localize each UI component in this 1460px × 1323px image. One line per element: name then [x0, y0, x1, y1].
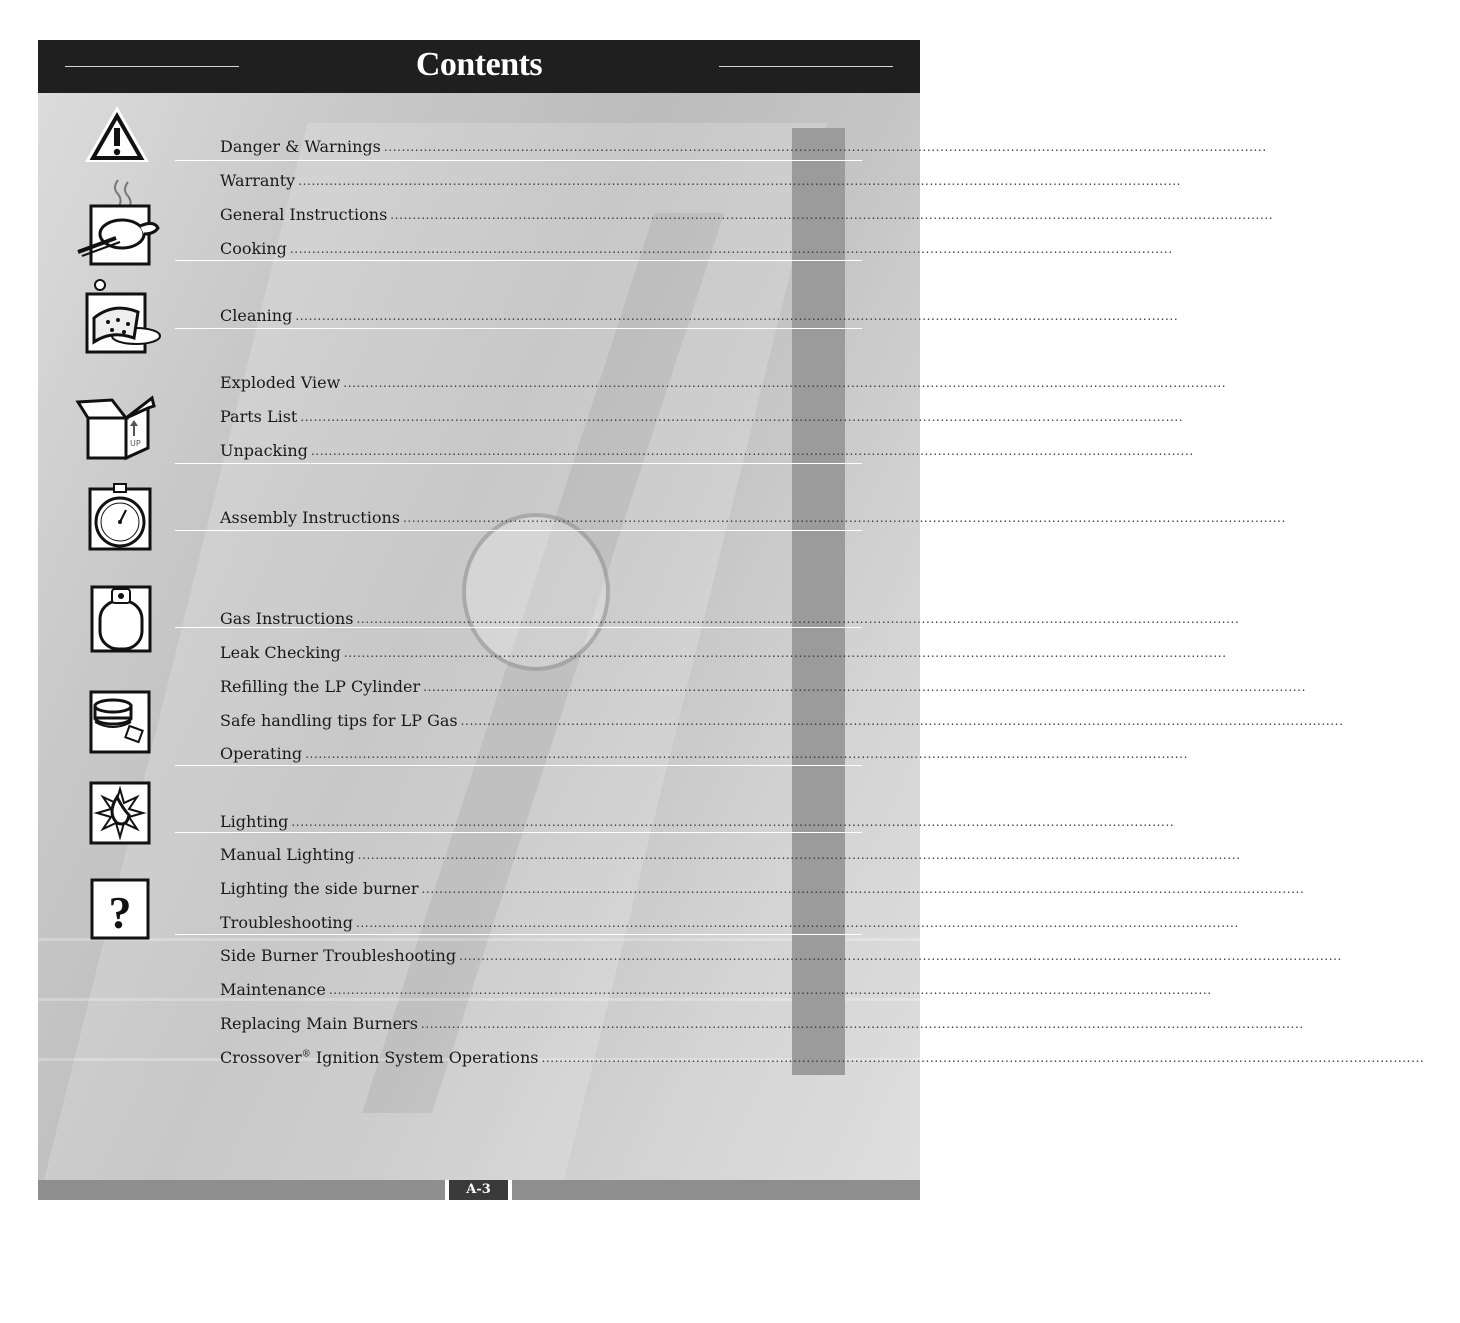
toc-entry[interactable]: General Instructions ........................................................................................................................................................................................................ A-5 — [220, 205, 1309, 224]
toc-entry[interactable]: Replacing Main Burners ........................................................................................................................................................................................................ E-2 — [220, 1014, 1340, 1033]
svg-text:UP: UP — [130, 439, 141, 448]
toc-entry[interactable]: Danger & Warnings ........................................................................................................................................................................................................ A-2 — [220, 137, 1303, 156]
toc-entry[interactable]: Crossover® Ignition System Operations ........................................................................................................................................................................................................ E-2 — [220, 1048, 1460, 1067]
toc-entry[interactable]: Side Burner Troubleshooting ........................................................................................................................................................................................................ D-5 — [220, 946, 1379, 965]
toc-entry[interactable]: Cleaning ........................................................................................................................................................................................................ A-6 — [220, 306, 1214, 325]
toc-entry[interactable]: Troubleshooting ........................................................................................................................................................................................................ D-4 — [220, 913, 1276, 932]
toc-entry[interactable]: Manual Lighting ........................................................................................................................................................................................................ D-2 — [220, 845, 1278, 864]
toc-entry[interactable]: Leak Checking ........................................................................................................................................................................................................ C-3 — [220, 643, 1263, 662]
toc-entry[interactable]: Maintenance ........................................................................................................................................................................................................ E-1 — [220, 980, 1248, 999]
registered-mark: ® — [301, 1049, 311, 1060]
toc-entry[interactable]: Operating ........................................................................................................................................................................................................ D-1 — [220, 744, 1225, 763]
toc-entry[interactable]: Gas Instructions ........................................................................................................................................................................................................ C-1 — [220, 609, 1275, 628]
svg-text:?: ? — [108, 887, 132, 938]
toc-entry[interactable]: Warranty ........................................................................................................................................................................................................ A-4 — [220, 171, 1217, 190]
toc-entry[interactable]: Lighting the side burner ........................................................................................................................................................................................................ D-3 — [220, 879, 1342, 898]
toc-entry[interactable]: Refilling the LP Cylinder ........................................................................................................................................................................................................ C-4 — [220, 677, 1342, 696]
toc-entry[interactable]: Unpacking ........................................................................................................................................................................................................ A-10 — [220, 441, 1240, 460]
toc-entry[interactable]: Safe handling tips for LP Gas ........................................................................................................................................................................................................ C-5 — [220, 711, 1380, 730]
toc-entry[interactable]: Lighting ........................................................................................................................................................................................................ D-1 — [220, 812, 1212, 831]
toc-entry[interactable]: Cooking ........................................................................................................................................................................................................ A-6 — [220, 239, 1209, 258]
footer-bar — [38, 1180, 920, 1200]
toc-entry[interactable]: Parts List ........................................................................................................................................................................................................ A-9 — [220, 407, 1219, 426]
page-number: A-3 — [449, 1180, 508, 1200]
toc-entry[interactable]: Assembly Instructions ........................................................................................................................................................................................................ B-a — [220, 508, 1322, 527]
toc-entry[interactable]: Exploded View ........................................................................................................................................................................................................ A-7 — [220, 373, 1262, 392]
page-title: Contents — [415, 46, 543, 83]
leader-dots: ........................................................................................................................................................................................................ — [383, 140, 1267, 154]
